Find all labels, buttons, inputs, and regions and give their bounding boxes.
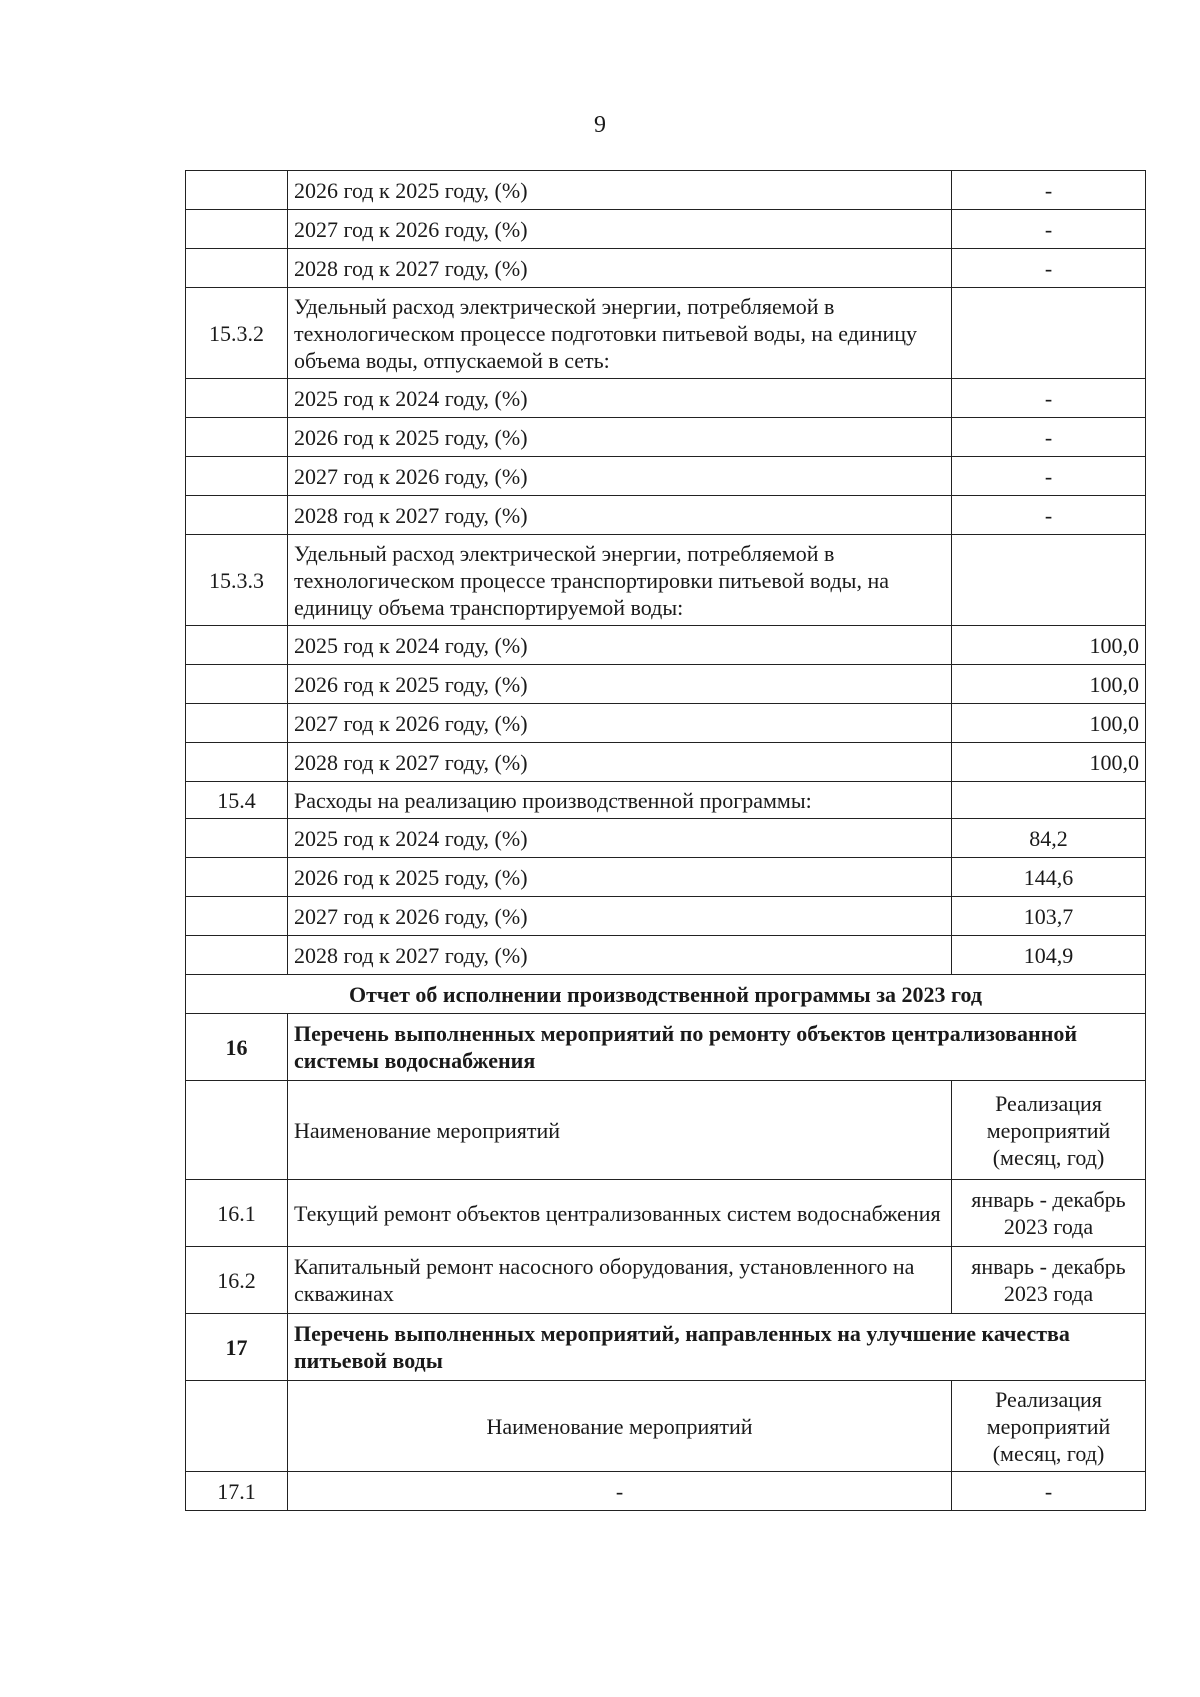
header-name: Наименование мероприятий: [288, 1381, 952, 1472]
program-table: [185, 170, 1146, 1511]
row-number: [186, 496, 288, 535]
row-value: 100,0: [952, 626, 1146, 665]
row-value: 104,9: [952, 936, 1146, 975]
table-row: [186, 704, 1146, 743]
row-number: 16.1: [186, 1180, 288, 1247]
section-label: Удельный расход электрической энергии, потребляемой в технологическом процессе подготовки питьевой воды, на единицу объема воды, отпускаемой в сеть:: [288, 288, 952, 379]
row-label: 2026 год к 2025 году, (%): [288, 171, 952, 210]
row-number: [186, 379, 288, 418]
section-value: [952, 288, 1146, 379]
row-number: [186, 936, 288, 975]
table-row: [186, 171, 1146, 210]
table-row: [186, 626, 1146, 665]
row-label: 2028 год к 2027 году, (%): [288, 496, 952, 535]
row-label: 2028 год к 2027 году, (%): [288, 743, 952, 782]
row-number: [186, 819, 288, 858]
table-row: [186, 379, 1146, 418]
row-number: [186, 626, 288, 665]
row-number: [186, 249, 288, 288]
row-label: 2026 год к 2025 году, (%): [288, 418, 952, 457]
row-name: Капитальный ремонт насосного оборудования, установленного на скважинах: [288, 1247, 952, 1314]
row-value: -: [952, 171, 1146, 210]
row-value: 144,6: [952, 858, 1146, 897]
section-value: [952, 782, 1146, 819]
table-row: [186, 1180, 1146, 1247]
table-row: [186, 210, 1146, 249]
table-row: [186, 418, 1146, 457]
section-value: [952, 535, 1146, 626]
section-row: [186, 1014, 1146, 1081]
row-value: 84,2: [952, 819, 1146, 858]
row-number: [186, 210, 288, 249]
report-heading-row: [186, 975, 1146, 1014]
section-row: [186, 288, 1146, 379]
row-value: -: [952, 379, 1146, 418]
page-number: 9: [594, 112, 606, 138]
row-number: [186, 704, 288, 743]
row-impl: -: [952, 1472, 1146, 1511]
table-row: [186, 897, 1146, 936]
header-impl: Реализация мероприятий (месяц, год): [952, 1081, 1146, 1180]
row-number: [186, 457, 288, 496]
row-number: [186, 897, 288, 936]
row-value: 100,0: [952, 665, 1146, 704]
row-value: -: [952, 249, 1146, 288]
row-label: 2027 год к 2026 году, (%): [288, 210, 952, 249]
row-value: 100,0: [952, 704, 1146, 743]
table-row: [186, 858, 1146, 897]
row-number: [186, 743, 288, 782]
table-row: [186, 665, 1146, 704]
header-number: [186, 1381, 288, 1472]
header-impl: Реализация мероприятий (месяц, год): [952, 1381, 1146, 1472]
table-row: [186, 936, 1146, 975]
section-number: 15.3.2: [186, 288, 288, 379]
section-label: Удельный расход электрической энергии, потребляемой в технологическом процессе транспортировки питьевой воды, на единицу объема транспортируемой воды:: [288, 535, 952, 626]
section-number: 16: [186, 1014, 288, 1081]
header-row: [186, 1081, 1146, 1180]
row-label: 2027 год к 2026 году, (%): [288, 457, 952, 496]
row-label: 2025 год к 2024 году, (%): [288, 379, 952, 418]
section-row: [186, 782, 1146, 819]
row-name: Текущий ремонт объектов централизованных систем водоснабжения: [288, 1180, 952, 1247]
table-row: [186, 457, 1146, 496]
table-row: [186, 1472, 1146, 1511]
section-label: Расходы на реализацию производственной программы:: [288, 782, 952, 819]
row-value: 103,7: [952, 897, 1146, 936]
header-number: [186, 1081, 288, 1180]
header-row: [186, 1381, 1146, 1472]
row-label: 2028 год к 2027 году, (%): [288, 936, 952, 975]
row-label: 2025 год к 2024 году, (%): [288, 626, 952, 665]
row-label: 2026 год к 2025 году, (%): [288, 858, 952, 897]
row-label: 2026 год к 2025 году, (%): [288, 665, 952, 704]
section-row: [186, 1314, 1146, 1381]
row-value: 100,0: [952, 743, 1146, 782]
row-number: 16.2: [186, 1247, 288, 1314]
row-number: [186, 418, 288, 457]
row-number: [186, 171, 288, 210]
section-number: 15.3.3: [186, 535, 288, 626]
row-number: [186, 665, 288, 704]
table-row: [186, 1247, 1146, 1314]
row-number: [186, 858, 288, 897]
report-heading: Отчет об исполнении производственной программы за 2023 год: [186, 975, 1146, 1014]
header-name: Наименование мероприятий: [288, 1081, 952, 1180]
section-title: Перечень выполненных мероприятий, направленных на улучшение качества питьевой воды: [288, 1314, 1146, 1381]
row-label: 2028 год к 2027 году, (%): [288, 249, 952, 288]
row-value: -: [952, 210, 1146, 249]
section-number: 15.4: [186, 782, 288, 819]
section-number: 17: [186, 1314, 288, 1381]
row-label: 2027 год к 2026 году, (%): [288, 897, 952, 936]
row-value: -: [952, 496, 1146, 535]
row-label: 2025 год к 2024 году, (%): [288, 819, 952, 858]
table-row: [186, 249, 1146, 288]
row-number: 17.1: [186, 1472, 288, 1511]
section-row: [186, 535, 1146, 626]
table-row: [186, 743, 1146, 782]
row-impl: январь - декабрь 2023 года: [952, 1180, 1146, 1247]
table-row: [186, 496, 1146, 535]
section-title: Перечень выполненных мероприятий по ремонту объектов централизованной системы водоснабжения: [288, 1014, 1146, 1081]
table-row: [186, 819, 1146, 858]
row-name: -: [288, 1472, 952, 1511]
row-impl: январь - декабрь 2023 года: [952, 1247, 1146, 1314]
row-value: -: [952, 418, 1146, 457]
row-value: -: [952, 457, 1146, 496]
row-label: 2027 год к 2026 году, (%): [288, 704, 952, 743]
